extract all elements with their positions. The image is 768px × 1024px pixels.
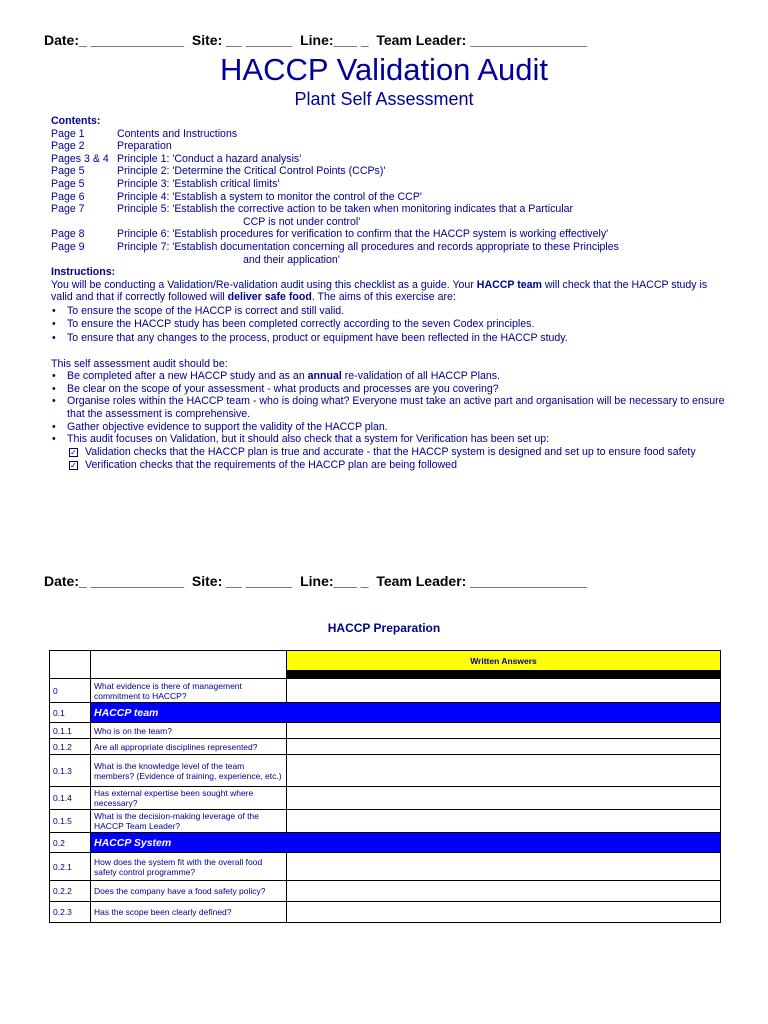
assessment-bullet bbox=[51, 395, 737, 420]
instructions-intro bbox=[51, 279, 721, 304]
aim-bullet bbox=[51, 318, 737, 331]
answer-cell[interactable] bbox=[287, 787, 721, 810]
row-number: 0.1.3 bbox=[50, 755, 91, 787]
table-row bbox=[50, 723, 721, 739]
contents-row bbox=[51, 165, 386, 178]
contents-row bbox=[51, 140, 172, 153]
row-question: What is the decision-making leverage of the HACCP Team Leader? bbox=[91, 810, 287, 833]
section-row-haccp-system bbox=[50, 833, 721, 853]
section-label: HACCP System bbox=[91, 833, 721, 853]
bullet-text: This audit focuses on Validation, but it should also check that a system for Verification has been set up: bbox=[67, 433, 550, 446]
bullet-text: re-validation of all HACCP Plans. bbox=[341, 370, 500, 383]
bullet-icon: • bbox=[52, 318, 56, 331]
intro-text: . The aims of this exercise are: bbox=[311, 291, 456, 304]
intro-text: will check that the HACCP study is valid and that if correctly followed will bbox=[51, 278, 708, 304]
contents-text: Principle 4: 'Establish a system to monitor the control of the CCP' bbox=[117, 190, 422, 203]
answer-cell[interactable] bbox=[287, 755, 721, 787]
answer-cell[interactable] bbox=[287, 739, 721, 755]
contents-text: Principle 7: 'Establish documentation concerning all procedures and records appropriate to these Principles bbox=[117, 240, 619, 253]
header-info-line: Date:_ ____________ Site: __ ______ Line:___ _ Team Leader: _______________ bbox=[44, 32, 588, 48]
contents-page: Page 5 bbox=[51, 177, 85, 190]
bullet-bold-annual: annual bbox=[307, 370, 342, 383]
row-number: 0.1.5 bbox=[50, 810, 91, 833]
contents-row bbox=[51, 152, 302, 166]
row-number: 0.2.2 bbox=[50, 881, 91, 902]
intro-bold-safe-food: deliver safe food bbox=[227, 291, 312, 304]
contents-text: and their application' bbox=[243, 253, 340, 266]
contents-row bbox=[51, 177, 280, 191]
preparation-checklist-table bbox=[49, 650, 721, 923]
contents-text: Principle 5: 'Establish the corrective action to be taken when monitoring indicates that a Particular bbox=[117, 203, 574, 216]
table-row bbox=[50, 810, 721, 833]
answer-cell[interactable] bbox=[287, 679, 721, 703]
section-row-haccp-team bbox=[50, 703, 721, 723]
page-subtitle: Plant Self Assessment bbox=[294, 89, 474, 109]
bullet-icon: • bbox=[52, 304, 56, 317]
check-text: Verification checks that the requirements of the HACCP plan are being followed bbox=[85, 459, 457, 472]
aim-text: To ensure that any changes to the process, product or equipment have been reflected in the HACCP study. bbox=[67, 331, 568, 344]
table-row bbox=[50, 881, 721, 902]
table-row bbox=[50, 755, 721, 787]
row-number: 0.1.1 bbox=[50, 723, 91, 739]
aim-text: To ensure the HACCP study has been completed correctly according to the seven Codex principles. bbox=[67, 318, 535, 331]
verification-check-item bbox=[51, 459, 737, 472]
table-row bbox=[50, 853, 721, 881]
bullet-icon: • bbox=[52, 395, 56, 408]
contents-heading: Contents: bbox=[51, 115, 101, 127]
answer-cell[interactable] bbox=[287, 723, 721, 739]
bullet-icon: • bbox=[52, 370, 56, 383]
contents-row bbox=[51, 240, 619, 254]
contents-text: Preparation bbox=[117, 140, 172, 153]
row-question: How does the system fit with the overall food safety control programme? bbox=[91, 853, 287, 881]
contents-row bbox=[51, 203, 574, 216]
aim-bullet bbox=[51, 305, 737, 318]
intro-text: You will be conducting a Validation/Re-validation audit using this checklist as a guide. Your bbox=[51, 278, 477, 291]
answer-cell[interactable] bbox=[287, 853, 721, 881]
row-question: Does the company have a food safety policy? bbox=[91, 881, 287, 902]
contents-page: Page 8 bbox=[51, 228, 85, 241]
section-label: HACCP team bbox=[91, 703, 721, 723]
contents-text: Principle 1: 'Conduct a hazard analysis' bbox=[117, 152, 302, 165]
contents-page: Page 6 bbox=[51, 190, 85, 203]
validation-check-item bbox=[51, 446, 737, 459]
bullet-text: Organise roles within the HACCP team - who is doing what? Everyone must take an active part and organisation will be necessary to ensure that the assessment is comprehensive. bbox=[67, 395, 725, 420]
table-row bbox=[50, 902, 721, 923]
contents-text: Contents and Instructions bbox=[117, 127, 238, 140]
page-title: HACCP Validation Audit bbox=[220, 52, 548, 87]
contents-page: Pages 3 & 4 bbox=[51, 152, 109, 165]
contents-page: Page 5 bbox=[51, 165, 85, 178]
bullet-icon: • bbox=[52, 433, 56, 446]
table-row bbox=[50, 787, 721, 810]
contents-page: Page 2 bbox=[51, 140, 85, 153]
table-row bbox=[50, 679, 721, 703]
answer-cell[interactable] bbox=[287, 810, 721, 833]
contents-row bbox=[51, 127, 238, 141]
contents-row bbox=[51, 190, 422, 204]
table-header-row bbox=[50, 651, 721, 671]
contents-row-continuation bbox=[51, 215, 361, 229]
section-number: 0.1 bbox=[50, 703, 91, 723]
bullet-icon: • bbox=[52, 331, 56, 344]
assessment-bullet bbox=[51, 370, 737, 383]
table-row bbox=[50, 739, 721, 755]
contents-section bbox=[51, 115, 619, 266]
bullet-text: Gather objective evidence to support the validity of the HACCP plan. bbox=[67, 420, 388, 433]
bullet-icon: • bbox=[52, 420, 56, 433]
header-blank-cell bbox=[50, 651, 91, 679]
row-number: 0.2.1 bbox=[50, 853, 91, 881]
row-question: What evidence is there of management commitment to HACCP? bbox=[91, 679, 287, 703]
row-number: 0.2.3 bbox=[50, 902, 91, 923]
written-answers-header: Written Answers bbox=[287, 651, 721, 671]
bullet-text: Be clear on the scope of your assessment - what products and processes are you covering? bbox=[67, 382, 499, 395]
assessment-bullet bbox=[51, 421, 737, 434]
contents-text: CCP is not under control' bbox=[243, 215, 361, 228]
assessment-bullet bbox=[51, 383, 737, 396]
contents-page: Page 7 bbox=[51, 203, 85, 216]
answer-cell[interactable] bbox=[287, 881, 721, 902]
contents-text: Principle 2: 'Determine the Critical Control Points (CCPs)' bbox=[117, 165, 386, 178]
check-text: Validation checks that the HACCP plan is true and accurate - that the HACCP system is designed and set up to ensure food safety bbox=[85, 445, 696, 458]
self-assessment-intro: This self assessment audit should be: bbox=[51, 357, 228, 370]
section-number: 0.2 bbox=[50, 833, 91, 853]
answer-cell[interactable] bbox=[287, 902, 721, 923]
checked-box-icon: ✓ bbox=[70, 461, 77, 471]
intro-bold-haccp-team: HACCP team bbox=[476, 278, 542, 291]
row-number: 0.1.4 bbox=[50, 787, 91, 810]
bullet-text: Be completed after a new HACCP study and as an bbox=[67, 370, 308, 383]
contents-page: Page 9 bbox=[51, 240, 85, 253]
checked-box-icon: ✓ bbox=[70, 447, 77, 457]
instructions-heading: Instructions: bbox=[51, 266, 116, 278]
preparation-title: HACCP Preparation bbox=[327, 621, 441, 635]
contents-text: Principle 6: 'Establish procedures for verification to confirm that the HACCP system is working effectively' bbox=[117, 228, 609, 241]
aim-text: To ensure the scope of the HACCP is correct and still valid. bbox=[67, 304, 345, 317]
bullet-icon: • bbox=[52, 382, 56, 395]
contents-text: Principle 3: 'Establish critical limits' bbox=[117, 177, 280, 190]
contents-page: Page 1 bbox=[51, 127, 85, 140]
row-question: Has the scope been clearly defined? bbox=[91, 902, 287, 923]
row-question: Who is on the team? bbox=[91, 723, 287, 739]
row-number: 0.1.2 bbox=[50, 739, 91, 755]
aim-bullet bbox=[51, 332, 737, 345]
header-info-line-2: Date:_ ____________ Site: __ ______ Line:___ _ Team Leader: _______________ bbox=[44, 573, 588, 589]
assessment-bullet bbox=[51, 433, 737, 446]
contents-row bbox=[51, 228, 609, 241]
row-question: What is the knowledge level of the team members? (Evidence of training, experience, etc.) bbox=[91, 755, 287, 787]
row-question: Are all appropriate disciplines represented? bbox=[91, 739, 287, 755]
header-blank-cell bbox=[91, 651, 287, 679]
row-number: 0 bbox=[50, 679, 91, 703]
row-question: Has external expertise been sought where necessary? bbox=[91, 787, 287, 810]
instructions-section bbox=[51, 266, 737, 472]
black-band-cell bbox=[287, 671, 721, 679]
contents-row-continuation bbox=[51, 253, 340, 267]
